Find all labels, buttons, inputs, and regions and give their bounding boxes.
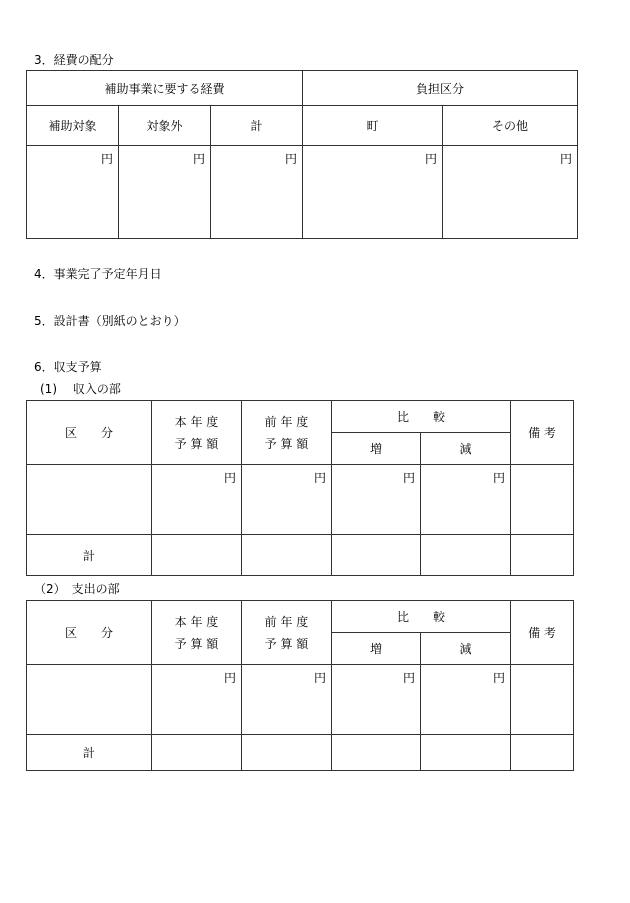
- section-6-title: 6．収支予算: [34, 360, 102, 374]
- income-total-prev: [242, 535, 332, 576]
- expense-col-increase: 増: [332, 633, 421, 665]
- income-total-label: 計: [27, 535, 152, 576]
- cell-town: 円: [303, 146, 443, 239]
- expense-col-decrease: 減: [421, 633, 511, 665]
- expense-table: [26, 600, 574, 771]
- expense-current-line2: 予 算 額: [174, 636, 219, 651]
- income-cell-kubun: [27, 465, 152, 535]
- expense-allocation-table: [26, 70, 578, 239]
- income-col-remarks: 備 考: [511, 401, 574, 465]
- expense-total-decrease: [421, 735, 511, 771]
- income-prev-line2: 予 算 額: [264, 436, 309, 451]
- expense-col-compare: 比 較: [332, 601, 511, 633]
- income-total-decrease: [421, 535, 511, 576]
- cell-subsidy-target: 円: [27, 146, 119, 239]
- expense-col-kubun: 区 分: [27, 601, 152, 665]
- income-cell-increase: 円: [332, 465, 421, 535]
- income-total-remarks: [511, 535, 574, 576]
- cell-other: 円: [443, 146, 578, 239]
- income-prev-line1: 前 年 度: [264, 414, 309, 429]
- expense-label: （2） 支出の部: [34, 582, 120, 596]
- expense-col-prev: [242, 601, 332, 665]
- expense-cell-increase: 円: [332, 665, 421, 735]
- expense-total-remarks: [511, 735, 574, 771]
- income-cell-remarks: [511, 465, 574, 535]
- expense-current-line1: 本 年 度: [174, 614, 219, 629]
- cell-total: 円: [211, 146, 303, 239]
- expense-total-increase: [332, 735, 421, 771]
- income-current-line2: 予 算 額: [174, 436, 219, 451]
- income-cell-prev: 円: [242, 465, 332, 535]
- income-total-current: [152, 535, 242, 576]
- section-3-title: 3．経費の配分: [34, 53, 114, 67]
- expense-cell-current: 円: [152, 665, 242, 735]
- expense-total-label: 計: [27, 735, 152, 771]
- expense-total-current: [152, 735, 242, 771]
- income-cell-current: 円: [152, 465, 242, 535]
- col-town: 町: [303, 106, 443, 146]
- header-project-expense: 補助事業に要する経費: [27, 71, 303, 106]
- income-total-increase: [332, 535, 421, 576]
- income-current-line1: 本 年 度: [174, 414, 219, 429]
- income-table: [26, 400, 574, 576]
- section-5-title: 5．設計書（別紙のとおり）: [34, 314, 186, 328]
- expense-prev-line2: 予 算 額: [264, 636, 309, 651]
- col-total: 計: [211, 106, 303, 146]
- expense-total-prev: [242, 735, 332, 771]
- col-non-target: 対象外: [119, 106, 211, 146]
- income-col-decrease: 減: [421, 433, 511, 465]
- expense-cell-prev: 円: [242, 665, 332, 735]
- income-label: (1) 収入の部: [40, 382, 121, 396]
- col-subsidy-target: 補助対象: [27, 106, 119, 146]
- expense-col-remarks: 備 考: [511, 601, 574, 665]
- income-cell-decrease: 円: [421, 465, 511, 535]
- income-col-current: [152, 401, 242, 465]
- expense-col-current: [152, 601, 242, 665]
- income-col-compare: 比 較: [332, 401, 511, 433]
- cell-non-target: 円: [119, 146, 211, 239]
- income-col-increase: 増: [332, 433, 421, 465]
- expense-cell-decrease: 円: [421, 665, 511, 735]
- expense-cell-kubun: [27, 665, 152, 735]
- income-col-kubun: 区 分: [27, 401, 152, 465]
- section-4-title: 4．事業完了予定年月日: [34, 267, 162, 281]
- expense-cell-remarks: [511, 665, 574, 735]
- header-burden-division: 負担区分: [303, 71, 578, 106]
- col-other: その他: [443, 106, 578, 146]
- expense-prev-line1: 前 年 度: [264, 614, 309, 629]
- income-col-prev: [242, 401, 332, 465]
